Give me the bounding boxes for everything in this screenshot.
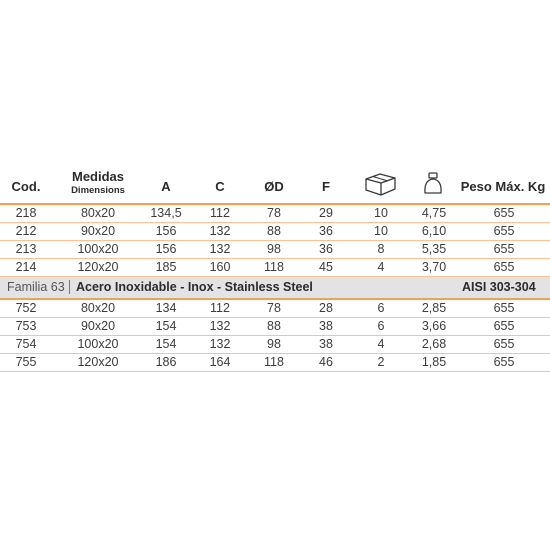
cell-d: 88 — [267, 319, 281, 333]
cell-a: 134,5 — [150, 206, 182, 220]
cell-a: 134 — [155, 301, 177, 315]
cell-cod: 218 — [15, 206, 37, 220]
cell-c: 112 — [210, 206, 230, 220]
cell-peso: 655 — [493, 224, 515, 238]
cell-box: 2 — [377, 355, 385, 369]
cell-medidas: 100x20 — [77, 242, 119, 256]
cell-c: 164 — [209, 355, 231, 369]
cell-box: 8 — [377, 242, 385, 256]
col-medidas-header: Medidas — [71, 169, 124, 184]
table-row — [0, 205, 550, 223]
cell-a: 156 — [155, 242, 177, 256]
cell-f: 29 — [319, 206, 333, 220]
cell-a: 154 — [155, 337, 177, 351]
cell-cod: 754 — [15, 337, 37, 351]
cell-cod: 213 — [15, 242, 37, 256]
cell-c: 112 — [210, 301, 230, 315]
cell-box: 10 — [374, 206, 388, 220]
cell-cod: 212 — [15, 224, 37, 238]
cell-f: 36 — [319, 224, 333, 238]
family-standard: AISI 303-304 — [462, 280, 536, 294]
cell-box: 10 — [374, 224, 388, 238]
cell-f: 45 — [319, 260, 333, 274]
table-row — [0, 259, 550, 277]
cell-f: 28 — [319, 301, 333, 315]
table-row — [0, 300, 550, 318]
cell-c: 132 — [209, 319, 231, 333]
cell-medidas: 120x20 — [77, 260, 119, 274]
cell-box: 6 — [377, 301, 385, 315]
cell-box: 6 — [377, 319, 385, 333]
cell-f: 38 — [319, 337, 333, 351]
cell-peso: 655 — [493, 301, 515, 315]
cell-cod: 753 — [15, 319, 37, 333]
cell-c: 132 — [209, 242, 231, 256]
cell-f: 46 — [319, 355, 333, 369]
cell-weight: 2,85 — [421, 301, 447, 315]
cell-weight: 3,70 — [421, 260, 447, 274]
table-row — [0, 318, 550, 336]
cell-medidas: 120x20 — [77, 355, 119, 369]
col-dimensions-subheader: Dimensions — [71, 185, 125, 196]
table-row — [0, 241, 550, 259]
col-peso-header: Peso Máx. Kg — [460, 179, 546, 194]
cell-peso: 655 — [493, 319, 515, 333]
cell-medidas: 80x20 — [80, 301, 116, 315]
col-c-header: C — [215, 179, 225, 194]
col-a-header: A — [161, 179, 171, 194]
cell-a: 185 — [155, 260, 177, 274]
cell-f: 38 — [319, 319, 333, 333]
cell-box: 4 — [377, 260, 385, 274]
table-row — [0, 223, 550, 241]
cell-weight: 3,66 — [421, 319, 447, 333]
box-icon — [364, 171, 398, 197]
cell-peso: 655 — [493, 355, 515, 369]
cell-a: 156 — [155, 224, 177, 238]
cell-box: 4 — [377, 337, 385, 351]
cell-weight: 1,85 — [421, 355, 447, 369]
family-divider — [69, 280, 70, 294]
cell-c: 160 — [209, 260, 231, 274]
family-band — [0, 277, 550, 300]
cell-peso: 655 — [493, 242, 515, 256]
cell-medidas: 80x20 — [80, 206, 116, 220]
cell-d: 78 — [267, 301, 281, 315]
cell-medidas: 90x20 — [80, 224, 116, 238]
cell-weight: 2,68 — [421, 337, 447, 351]
cell-peso: 655 — [493, 337, 515, 351]
product-table — [0, 163, 550, 372]
cell-d: 98 — [267, 337, 281, 351]
cell-peso: 655 — [493, 260, 515, 274]
col-f-header: F — [322, 179, 330, 194]
cell-d: 98 — [267, 242, 281, 256]
cell-weight: 5,35 — [421, 242, 447, 256]
table-row — [0, 354, 550, 372]
cell-weight: 4,75 — [421, 206, 447, 220]
cell-a: 186 — [155, 355, 177, 369]
cell-medidas: 90x20 — [80, 319, 116, 333]
family-label: Familia 63 — [7, 280, 65, 294]
cell-d: 118 — [264, 355, 284, 369]
cell-cod: 214 — [15, 260, 37, 274]
col-od-header: ØD — [264, 179, 284, 194]
table-header — [0, 163, 550, 205]
cell-cod: 752 — [15, 301, 37, 315]
cell-cod: 755 — [15, 355, 37, 369]
cell-d: 118 — [264, 260, 284, 274]
cell-weight: 6,10 — [421, 224, 447, 238]
table-row — [0, 336, 550, 354]
cell-d: 88 — [267, 224, 281, 238]
cell-c: 132 — [209, 337, 231, 351]
cell-f: 36 — [319, 242, 333, 256]
cell-a: 154 — [155, 319, 177, 333]
weight-icon — [422, 171, 444, 195]
cell-medidas: 100x20 — [77, 337, 119, 351]
col-cod-header: Cod. — [11, 179, 41, 194]
cell-d: 78 — [267, 206, 281, 220]
cell-c: 132 — [209, 224, 231, 238]
cell-peso: 655 — [493, 206, 515, 220]
family-title: Acero Inoxidable - Inox - Stainless Steel — [76, 280, 313, 294]
